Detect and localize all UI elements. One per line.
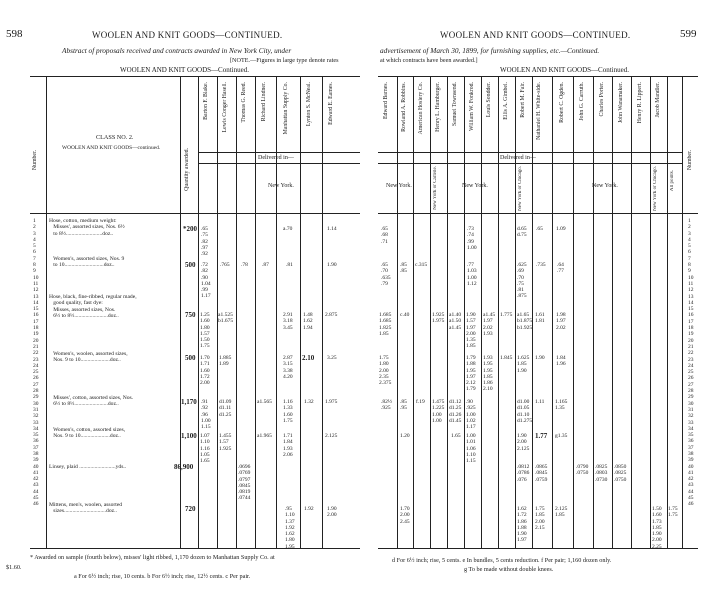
bidder-fair: Robert M. Fair.	[520, 82, 526, 118]
right-col-rule	[447, 76, 448, 548]
qty-3: 750	[185, 311, 196, 319]
desc-mittens: Mittens, men's, woolen, assorted sizes..............................doz..	[49, 502, 123, 515]
left-table-title: WOOLEN AND KNIT GOODS—Continued.	[120, 66, 249, 74]
fair-7: .0812 .0786 .076	[517, 464, 530, 483]
hamburger-3: 1.925 1.975	[432, 312, 445, 325]
right-col-rule	[667, 76, 668, 548]
whiteside-8: 1.75 1.85 2.00 2.15	[535, 506, 545, 531]
right-col-rule	[397, 76, 398, 548]
blake-1: .65 .75 .82 .97 .92	[201, 226, 208, 258]
right-delivery-all-points: All points.	[670, 170, 675, 192]
qty-1: *200	[183, 225, 197, 233]
left-class-title: CLASS NO. 2.	[96, 134, 134, 141]
bidder-mandler: Jacob Mandler.	[655, 82, 661, 118]
right-delivery-ny-2: New York.	[462, 183, 488, 189]
eames-5: 1.975	[325, 399, 338, 405]
desc-women-cotton-2: Women's, cotton, assorted sizes, Nos. 9 to 10.....................doz..	[53, 427, 126, 440]
blake-6: 1.07 1.10 1.16 1.05 1.65	[200, 433, 210, 465]
left-table-bottom-rule	[30, 548, 360, 549]
robbins-5: .85 .95	[400, 399, 407, 412]
american-2: c.315	[415, 262, 428, 268]
whiteside-3: 1.61 1.81	[535, 312, 545, 325]
qty-6: 1,100	[181, 432, 197, 440]
fonkrod-4: 1.79 1.88 1.95 1.97 2.12 1.79	[466, 355, 476, 393]
barnes-1: .65 .68 .71	[381, 226, 388, 245]
ogden-5: 1.165 1.35	[555, 399, 568, 412]
blake-4: 1.70 1.71 1.60 1.72 2.00	[200, 355, 210, 387]
eames-6: 2.125	[325, 433, 338, 439]
bidder-whiteside: Nathaniel H. White-side.	[536, 82, 542, 140]
right-col-rule	[430, 76, 431, 548]
mcneal-8: 1.92	[304, 506, 314, 512]
townsend-6: 1.65	[451, 433, 461, 439]
townsend-5: d1.12 d1.25 d1.26 d1.45	[449, 399, 462, 424]
reed-7: .0696 .0769 .0797 .0845 .0819 .0744	[238, 464, 251, 502]
bidder-hamburger: Henry L. Hamburger.	[435, 82, 441, 132]
right-col-rule	[481, 76, 482, 548]
left-delivered-rule	[198, 163, 360, 164]
right-page-number: 599	[680, 28, 697, 40]
bidder-robbins: Rowland A. Robbins.	[401, 82, 407, 132]
left-row-numbers: 1 2 3 4 5 6 7 8 9 10 11 12 13 14 15 16 17 18 19 20 21 22 23 24 25 26 27 28 29 30 31 32 33 34 35 36 37 38 39 40 41 42 43 44 45 46	[33, 218, 39, 508]
desc-linsey: Linsey, plaid ..........................yds..	[49, 464, 127, 470]
left-col-rule	[300, 76, 301, 548]
fonkrod-3: 1.90 1.57 1.97 2.00 1.35 1.85	[466, 312, 476, 350]
fonkrod-2: .77 1.03 1.00 1.12	[467, 262, 477, 287]
left-delivered-rule	[198, 152, 360, 153]
right-col-rule	[498, 76, 499, 548]
left-new-york: New York.	[268, 183, 294, 189]
sondder-4: 1.93 1.95 1.95 1.85 1.86 2.10	[483, 355, 493, 393]
gimbel-4: 1.845	[500, 355, 513, 361]
bidder-mcneal: Lynton S. McNeal.	[306, 82, 312, 127]
right-delivery-ny-chicago-1: New York or Chicago.	[518, 166, 523, 211]
right-col-rule	[515, 76, 516, 548]
bidder-townsend: Samuel Townsend.	[452, 82, 458, 126]
lindner-6: a1.965	[257, 433, 272, 439]
right-delivery-ny-3: New York.	[592, 183, 618, 189]
bidder-american: American Hosiery Co.	[418, 82, 424, 135]
left-abstract-title: Abstract of proposals received and contracts awarded in New York City, under	[62, 46, 292, 55]
right-col-rule	[631, 76, 632, 548]
left-col-rule	[46, 76, 47, 548]
fair-8: 1.62 1.72 1.86 1.88 1.90 1.97	[517, 506, 527, 544]
bidder-lippert: Henry R. Lippert.	[637, 82, 643, 124]
right-delivery-ny-chicago-2: New York or Chicago.	[653, 166, 658, 211]
whiteside-2: .735	[536, 262, 546, 268]
bidder-ogden: Robert C. Ogden.	[559, 82, 565, 123]
fair-1: d.65 d.75	[517, 226, 527, 239]
ogden-3: 1.98 1.97 2.02	[556, 312, 566, 331]
right-col-rule	[413, 76, 414, 548]
right-delivered-in: Delivered in—	[500, 155, 536, 161]
right-delivery-ny-1: New York.	[386, 183, 412, 189]
right-col-rule	[682, 76, 683, 548]
ogden-2: .64 .77	[557, 262, 564, 275]
bidder-blake: Barton F. Blake.	[203, 82, 209, 120]
manhattan-5: 1.16 1.33 1.60 1.75	[283, 399, 293, 424]
robbins-3: c.40	[400, 312, 410, 318]
porter-7: .0825 .0803 .0730	[595, 464, 608, 483]
right-col-rule	[573, 76, 574, 548]
desc-hose-black: Hose, black, fine-ribbed, regular made, good quality, fast dye: Misses, assorted sizes, Nos. 6½ to 8½........................doz..	[49, 294, 137, 319]
lindner-2: .87	[262, 262, 269, 268]
left-col-rule	[322, 76, 323, 548]
ogden-4: 1.84 1.96	[556, 355, 566, 368]
right-col-rule	[464, 76, 465, 548]
reed-2: .78	[241, 262, 248, 268]
robbins-6: 1.20	[400, 433, 410, 439]
eames-1: 1.14	[327, 226, 337, 232]
left-footnote-2: a For 6½ inch; rise, 10 cents. b For 6½ inch; rise, 12½ cents. c Per pair.	[74, 573, 251, 580]
barnes-5: .82½ .925	[381, 399, 392, 412]
blake-5: .91 .92 .96 1.00 1.15	[201, 399, 211, 431]
bidder-manhattan: Manhattan Supply Co.	[283, 82, 289, 135]
right-col-rule	[552, 76, 553, 548]
right-row-numbers: 1 2 3 4 5 6 7 8 9 10 11 12 13 14 15 16 17 18 19 20 21 22 23 24 25 26 27 28 29 30 31 32 33 34 35 36 37 38 39 40 41 42 43 44 45 46	[688, 218, 694, 508]
right-running-head: WOOLEN AND KNIT GOODS—CONTINUED.	[440, 30, 631, 40]
whiteside-4: 1.90	[535, 355, 545, 361]
hasell-3: a1.525 b1.675	[218, 312, 234, 325]
left-footnote-1b: $1.60.	[6, 564, 22, 571]
left-col-quantity: Quantity awarded.	[184, 148, 190, 191]
bidder-sondder: Louis Sondder.	[486, 82, 492, 118]
whiteside-5: 1.11	[535, 399, 545, 405]
mcneal-4: 2.10	[302, 354, 315, 362]
qty-5: 1,170	[181, 398, 197, 406]
manhattan-2: .81	[286, 262, 293, 268]
bidder-barnes: Edward Barnes.	[383, 82, 389, 120]
right-col-number: Number.	[687, 150, 693, 171]
left-table-top-rule	[30, 76, 360, 77]
hasell-5: d1.09 d1.11 d1.25	[219, 399, 232, 418]
robbins-2: .85 .85	[400, 262, 407, 275]
manhattan-4: 2.87 3.15 3.38 4.20	[283, 355, 293, 380]
eames-3: 2.875	[325, 312, 338, 318]
barnes-2: .65 .70 .635 .79	[381, 262, 391, 287]
right-delivered-rule	[378, 152, 682, 153]
american-5: f.19	[416, 399, 425, 405]
whiteside-1: .65	[536, 226, 543, 232]
bidder-gimbel: Ellis A. Gimbel.	[503, 82, 509, 120]
hasell-4: 1.885 1.89	[219, 355, 232, 368]
left-note: [NOTE.—Figures in large type denote rates	[230, 57, 339, 64]
left-col-rule	[180, 76, 181, 548]
barnes-3: 1.685 1.685 1.825 1.85	[379, 312, 392, 337]
qty-4: 500	[185, 354, 196, 362]
left-col-rule	[255, 76, 256, 548]
carruth-7: .0790 .0750	[576, 464, 589, 477]
fonkrod-5: .90 .925 1.00 1.02 1.17	[466, 399, 476, 431]
right-footnote: d For 6½ inch; rise, 5 cents. e In bundles, 5 cents reduction. f Per pair; 1,160 dozen only.	[392, 557, 612, 564]
manhattan-1: a.70	[283, 226, 293, 232]
mcneal-3: 1.48 1.62 1.94	[303, 312, 313, 331]
bidder-lindner: Richard Lindner.	[261, 82, 267, 122]
robbins-8: 1.70 2.00 2.45	[400, 506, 410, 525]
lippert-8: 1.50 1.60 1.73 1.85 1.90 2.00 2.25	[652, 506, 662, 550]
blake-3: 1.25 1.60 1.80 1.57 1.50 1.75	[200, 312, 210, 350]
ogden-8: 2.125 1.85	[555, 506, 568, 519]
bidder-fonkrod: William W. Fonkrod.	[469, 82, 475, 132]
bidder-reed: Thomas G. Reed.	[241, 82, 247, 123]
fonkrod-6: 1.00 1.01 1.06 1.10 1.15	[466, 433, 476, 465]
fair-5: d1.00 d1.05 d1.10 d1.275	[517, 399, 533, 424]
sondder-3: a1.45 1.97 2.02 1.93	[483, 312, 496, 337]
right-abstract-title: advertisement of March 30, 1899, for furnishing supplies, etc.—Continued.	[380, 46, 600, 55]
right-table-bottom-rule	[378, 548, 698, 549]
desc-womens-woolen: Women's, woolen, assorted sizes, Nos. 9 to 10.....................doz..	[53, 351, 128, 364]
hamburger-5: 1.475 1.225 1.00 1.00	[432, 399, 445, 424]
right-delivered-rule	[378, 163, 682, 164]
bidder-porter: Charles Porter.	[599, 82, 605, 117]
qty-2: 500	[185, 261, 196, 269]
desc-womens-cotton: Women's, assorted sizes, Nos. 9 to 10............................doz..	[53, 256, 125, 269]
barnes-4: 1.75 1.80 2.00 2.35 2.375	[379, 355, 392, 387]
right-col-rule	[650, 76, 651, 548]
left-col-number: Number.	[32, 150, 38, 171]
right-note: at which contracts have been awarded.]	[380, 57, 478, 64]
gimbel-3: 1.775	[500, 312, 513, 318]
eames-2: 1.90	[327, 262, 337, 268]
qty-8: 720	[185, 505, 196, 513]
right-col-rule	[593, 76, 594, 548]
eames-8: 1.90 2.00	[327, 506, 337, 519]
fair-4: 1.625 1.85 1.90	[517, 355, 530, 374]
mcneal-5: 1.32	[304, 399, 314, 405]
whiteside-7: .0865 .0845 .0759	[535, 464, 548, 483]
hasell-6: 1.455 1.57 1.925	[219, 433, 232, 452]
lindner-5: a1.565	[257, 399, 272, 405]
left-page-number: 598	[6, 28, 23, 40]
townsend-3: a1.40 a1.50 a1.45	[449, 312, 462, 331]
fonkrod-1: .73 .74 .99 1.00	[467, 226, 477, 251]
qty-7: 86,900	[174, 463, 194, 471]
fair-3: a1.65 b1.875 b1.925	[517, 312, 533, 331]
bidder-eames: Edward E. Eames.	[328, 82, 334, 125]
bidder-hasell: Lewis Conger Hasell.	[222, 82, 228, 133]
left-delivered-in: Delivered in—	[258, 155, 294, 161]
left-footnote-1: * Awarded on sample (fourth below), misses' light ribbed, 1,170 dozen to Manhattan Supply Co. at	[30, 554, 275, 561]
right-col-rule	[612, 76, 613, 548]
bidder-carruth: John G. Carruth.	[579, 82, 585, 121]
ogden-6: g1.35	[555, 433, 568, 439]
manhattan-3: 2.91 3.18 3.45	[283, 312, 293, 331]
right-delivery-ny-carlisle: New York or Carlisle.	[433, 166, 438, 210]
manhattan-8: .95 1.10 1.37 1.92 1.62 1.80 1.95	[285, 506, 295, 550]
right-col-rule	[532, 76, 533, 548]
hasell-2: .765	[220, 262, 230, 268]
left-header-bottom-rule	[30, 213, 360, 214]
left-class-sub: WOOLEN AND KNIT GOODS—continued.	[62, 145, 161, 151]
bidder-wanamaker: John Wanamaker.	[618, 82, 624, 123]
left-running-head: WOOLEN AND KNIT GOODS—CONTINUED.	[92, 30, 283, 40]
fair-2: .625 .69 .70 .75 .81 .875	[517, 262, 527, 300]
left-col-rule	[198, 76, 199, 548]
whiteside-6: 1.77	[535, 432, 548, 440]
right-footnote-b: g To be made without double knees.	[464, 566, 554, 573]
ogden-1: 1.09	[556, 226, 566, 232]
wanamaker-7: .0850 .0825 .0750	[614, 464, 627, 483]
manhattan-6: 1.71 1.84 1.93 2.06	[283, 433, 293, 458]
mandler-8: 1.75 1.75	[668, 506, 678, 519]
desc-hose-cotton: Hose, cotton, medium weight: Misses', assorted sizes, Nos. 6½ to 8½..........................doz..	[49, 218, 125, 237]
blake-2: .72 .82 .90 1.04 .99 1.17	[201, 262, 211, 300]
eames-4: 3.25	[327, 355, 337, 361]
left-col-rule	[236, 76, 237, 548]
left-col-rule	[276, 76, 277, 548]
desc-misses-cotton: Misses', cotton, assorted sizes, Nos. 6½ to 8½........................doz..	[53, 395, 134, 408]
right-table-title: WOOLEN AND KNIT GOODS—Continued.	[500, 66, 629, 74]
fair-6: 1.90 2.00 2.125	[517, 433, 530, 452]
